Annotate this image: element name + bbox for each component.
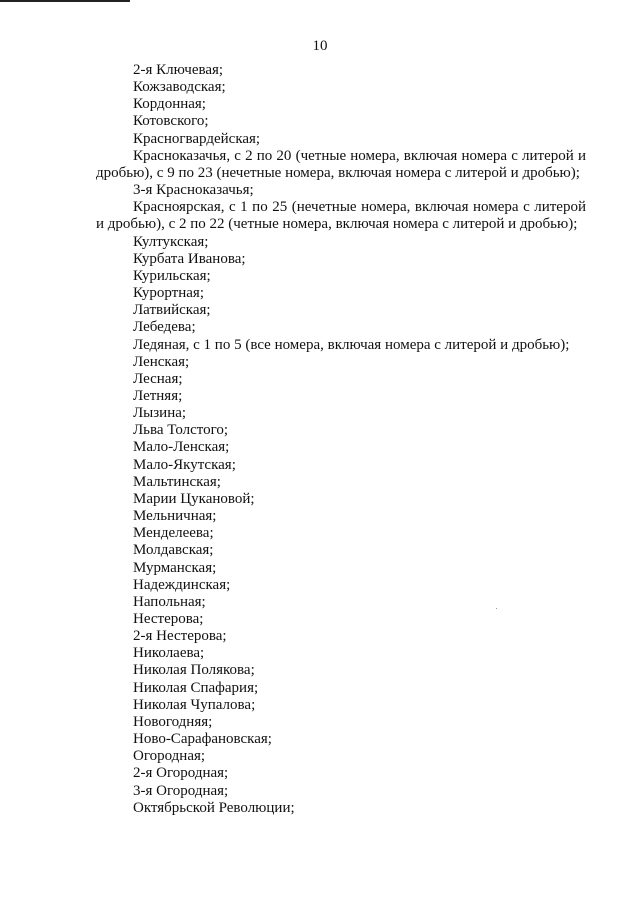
list-item: Николая Полякова; (133, 662, 255, 679)
list-item: Мурманская; (133, 559, 217, 576)
list-item: Октябрьской Революции; (133, 799, 295, 816)
list-item: Ледяная, с 1 по 5 (все номера, включая номера с литерой и дробью); (133, 336, 570, 353)
list-item: Огородная; (133, 748, 206, 765)
list-item: Летняя; (133, 387, 183, 404)
list-item: Красногвардейская; (133, 130, 261, 147)
list-item: Николаева; (133, 645, 205, 662)
list-item: Мельничная; (133, 508, 217, 525)
list-item: Мальтинская; (133, 473, 221, 490)
list-item: Култукская; (133, 233, 209, 250)
list-item: Красноказачья, с 2 по 20 (четные номера, включая номера с литерой и дробью), с 9 по 23 (нечетные номера, включая номера с литерой и дробью); (96, 147, 586, 181)
list-item: Напольная; (133, 593, 206, 610)
list-item: 2-я Нестерова; (133, 628, 227, 645)
list-item: Менделеева; (133, 525, 214, 542)
list-item: Лебедева; (133, 319, 196, 336)
list-item: Котовского; (133, 113, 209, 130)
list-item: Марии Цукановой; (133, 490, 255, 507)
list-item: Нестерова; (133, 611, 204, 627)
list-item: Курбата Иванова; (133, 250, 246, 267)
list-item: Льва Толстого; (133, 422, 229, 439)
list-item: Ленская; (133, 353, 190, 370)
list-item: Кордонная; (133, 96, 206, 113)
list-item: Ново-Сарафановская; (133, 731, 272, 748)
list-item: 3-я Огородная; (133, 782, 229, 799)
list-item: Николая Чупалова; (133, 696, 256, 713)
scan-speck (496, 608, 497, 609)
list-item: Лызина; (133, 405, 187, 422)
list-item: 2-я Ключевая; (133, 62, 224, 78)
list-item: Молдавская; (133, 542, 214, 559)
list-item: Николая Спафария; (133, 679, 259, 696)
list-item: Латвийская; (133, 302, 211, 319)
top-rule (0, 0, 130, 2)
list-item: Надеждинская; (133, 576, 231, 593)
list-item: Лесная; (133, 370, 183, 387)
list-item: Кожзаводская; (133, 79, 226, 96)
list-item: Курортная; (133, 285, 204, 302)
list-item: Новогодняя; (133, 713, 213, 730)
list-item: 2-я Огородная; (133, 765, 229, 782)
list-item: Курильская; (133, 267, 211, 284)
list-item: Мало-Якутская; (133, 456, 236, 473)
list-item: Красноярская, с 1 по 25 (нечетные номера, включая номера с литерой и дробью), с 2 по 22 (четные номера, включая номера с литерой и дробью); (96, 199, 586, 233)
list-item: 3-я Красноказачья; (133, 182, 254, 199)
list-item: Мало-Ленская; (133, 439, 230, 456)
street-list (96, 62, 586, 817)
page-number: 10 (312, 38, 328, 54)
